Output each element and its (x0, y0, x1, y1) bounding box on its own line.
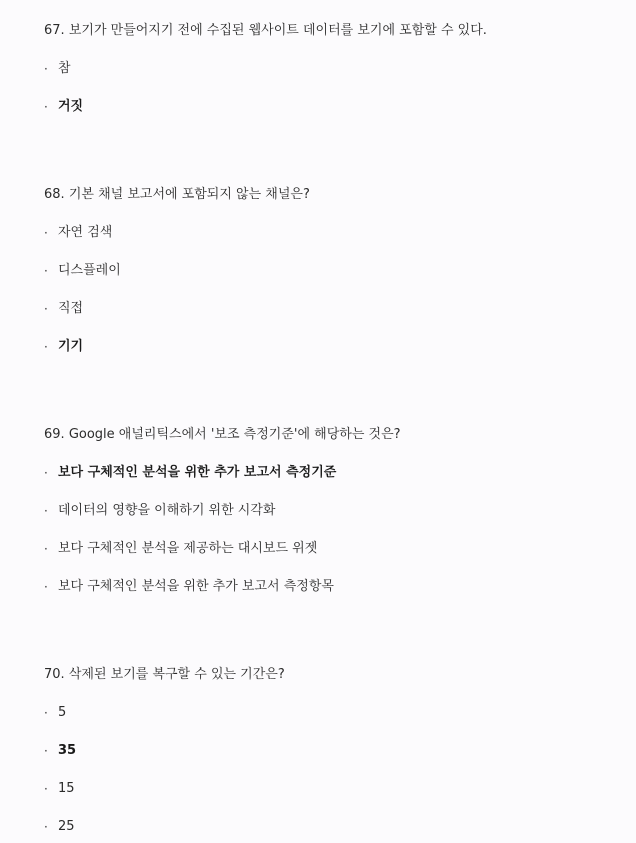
option-text: 15 (58, 781, 75, 796)
option-item[interactable] (44, 740, 636, 762)
question-number: 68. (44, 187, 65, 202)
question-number: 70. (44, 667, 65, 682)
option-text: 디스플레이 (58, 263, 121, 278)
bullet-icon: · (44, 62, 48, 76)
option-item[interactable] (44, 576, 636, 598)
question-number: 69. (44, 427, 65, 442)
bullet-icon: · (44, 744, 48, 758)
question-text (44, 184, 636, 206)
option-item[interactable] (44, 58, 636, 80)
question-prompt: 기본 채널 보고서에 포함되지 않는 채널은? (68, 187, 310, 202)
bullet-icon: · (44, 782, 48, 796)
option-item[interactable] (44, 816, 636, 838)
bullet-icon: · (44, 302, 48, 316)
option-text: 자연 검색 (58, 225, 113, 240)
bullet-icon: · (44, 820, 48, 834)
question-68 (44, 184, 636, 358)
question-69 (44, 424, 636, 598)
option-item[interactable] (44, 462, 636, 484)
option-list (44, 58, 636, 118)
option-text: 35 (58, 743, 77, 758)
option-item[interactable] (44, 336, 636, 358)
bullet-icon: · (44, 100, 48, 114)
bullet-icon: · (44, 706, 48, 720)
question-prompt: Google 애널리틱스에서 '보조 측정기준'에 해당하는 것은? (68, 427, 401, 442)
option-item[interactable] (44, 96, 636, 118)
question-text (44, 20, 636, 42)
option-text: 데이터의 영향을 이해하기 위한 시각화 (58, 503, 276, 518)
bullet-icon: · (44, 226, 48, 240)
option-text: 보다 구체적인 분석을 제공하는 대시보드 위젯 (58, 541, 318, 556)
bullet-icon: · (44, 542, 48, 556)
option-list (44, 462, 636, 598)
option-text: 보다 구체적인 분석을 위한 추가 보고서 측정항목 (58, 579, 334, 594)
option-item[interactable] (44, 778, 636, 800)
option-item[interactable] (44, 500, 636, 522)
option-item[interactable] (44, 538, 636, 560)
question-text (44, 664, 636, 686)
question-prompt: 삭제된 보기를 복구할 수 있는 기간은? (68, 667, 285, 682)
option-text: 참 (58, 61, 71, 76)
bullet-icon: · (44, 340, 48, 354)
bullet-icon: · (44, 580, 48, 594)
option-text: 기기 (58, 339, 84, 354)
option-list (44, 702, 636, 838)
question-prompt: 보기가 만들어지기 전에 수집된 웹사이트 데이터를 보기에 포함할 수 있다. (68, 23, 487, 38)
question-67 (44, 20, 636, 118)
question-text (44, 424, 636, 446)
option-item[interactable] (44, 298, 636, 320)
option-text: 25 (58, 819, 75, 834)
option-text: 직접 (58, 301, 84, 316)
option-item[interactable] (44, 702, 636, 724)
bullet-icon: · (44, 504, 48, 518)
question-70 (44, 664, 636, 838)
question-number: 67. (44, 23, 65, 38)
option-text: 거짓 (58, 99, 84, 114)
option-text: 5 (58, 705, 67, 720)
option-list (44, 222, 636, 358)
bullet-icon: · (44, 466, 48, 480)
option-item[interactable] (44, 222, 636, 244)
option-text: 보다 구체적인 분석을 위한 추가 보고서 측정기준 (58, 465, 337, 480)
option-item[interactable] (44, 260, 636, 282)
bullet-icon: · (44, 264, 48, 278)
